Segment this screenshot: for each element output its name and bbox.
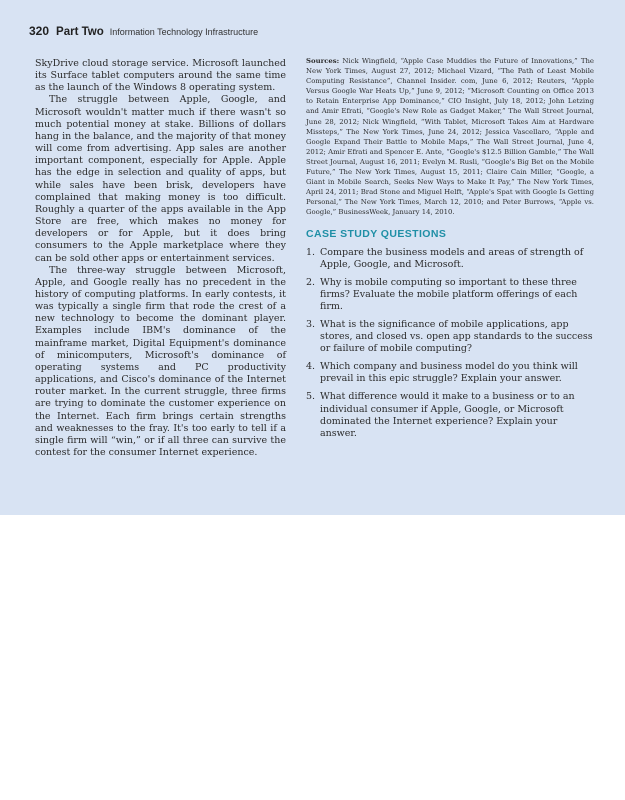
right-column [306, 56, 594, 446]
questions-list [306, 247, 594, 440]
question-item [306, 247, 594, 271]
question-text: Compare the business models and areas of strength of Apple, Google, and Microsoft. [320, 246, 584, 270]
question-item [306, 391, 594, 439]
body-paragraph: SkyDrive cloud storage service. Microsoft launched its Surface tablet computers around the same time as the launch of the Windows 8 operating system. [35, 58, 286, 94]
question-number: 4. [306, 361, 316, 373]
question-number: 1. [306, 246, 316, 258]
question-text: Which company and business model do you think will prevail in this epic struggle? Explain your answer. [320, 361, 578, 385]
question-item [306, 277, 594, 313]
question-text: Why is mobile computing so important to these three firms? Evaluate the mobile platform offerings of each firm. [320, 276, 578, 312]
question-item [306, 361, 594, 385]
question-text: What is the significance of mobile applications, app stores, and closed vs. open app standards to the success or failure of mobile computing? [320, 318, 593, 355]
sources-label: Sources: [306, 57, 340, 65]
part-label: Part Two [56, 26, 104, 38]
body-text-column [35, 58, 286, 459]
page-number: 320 [29, 24, 50, 38]
question-item [306, 319, 594, 355]
question-text: What difference would it make to a business or to an individual consumer if Apple, Google, or Microsoft dominated the Internet experience? Explain your answer. [320, 391, 575, 439]
question-number: 5. [306, 391, 316, 403]
body-paragraph: The three-way struggle between Microsoft, Apple, and Google really has no precedent in the history of computing platforms. In early contests, it was typically a single firm that rode the crest of a new technology to become the dominant player. Examples include IBM's dominance of the mainframe market, Digital Equipment's dominance of minicomputers, Microsoft's dominance of operating systems and PC productivity applications, and Cisco's dominance of the Internet router market. In the current struggle, three firms are trying to dominate the customer experience on the Internet. Each firm brings certain strengths and weaknesses to the fray. It's too early to tell if a single firm will “win,” or if all three can survive the contest for the consumer Internet experience. [35, 264, 286, 458]
sources-block [306, 56, 594, 218]
page-header [29, 24, 258, 38]
sources-text: Nick Wingfield, “Apple Case Muddies the Future of Innovations,” The New York Times, August 27, 2012; Michael Vizard, “The Path of Least Mobile Computing Resistance”, Channel Insider. com, June 6, 2012; Reuters, “Apple Versus Google War Heats Up,” June 9, 2012; “Microsoft Counting on Office 2013 to Retain Enterprise App Dominance,” CIO Insight, July 18, 2012; John Letzing and Amir Efrati, “Google's New Role as Gadget Maker,” The Wall Street Journal, June 28, 2012; Nick Wingfield, “With Tablet, Microsoft Takes Aim at Hardware Missteps,” The New York Times, June 24, 2012; Jessica Vascellaro, “Apple and Google Expand Their Battle to Mobile Maps,” The Wall Street Journal, June 4, 2012; Amir Efrati and Spencer E. Ante, “Google's $12.5 Billion Gamble,” The Wall Street Journal, August 16, 2011; Evelyn M. Rusli, “Google's Big Bet on the Mobile Future,” The New York Times, August 15, 2011; Claire Cain Miller, “Google, a Giant in Mobile Search, Seeks New Ways to Make It Pay,” The New York Times, April 24, 2011; Brad Stone and Miguel Helft, “Apple's Spat with Google Is Getting Personal,” The New York Times, March 12, 2010; and Peter Burrows, “Apple vs. Google,” BusinessWeek, January 14, 2010. [306, 57, 594, 217]
part-title: Information Technology Infrastructure [109, 27, 259, 37]
body-paragraph: The struggle between Apple, Google, and Microsoft wouldn't matter much if there wasn't so much potential money at stake. Billions of dollars hang in the balance, and the majority of that money will come from advertising. App sales are another important component, especially for Apple. Apple has the edge in selection and quality of apps, but while sales have been brisk, developers have complained that making money is too difficult. Roughly a quarter of the apps available in the App Store are free, which makes no money for developers or for Apple, but it does bring consumers to the Apple marketplace where they can be sold other apps or entertainment services. [35, 94, 286, 264]
case-study-questions-heading: CASE STUDY QUESTIONS [306, 227, 447, 240]
question-number: 3. [306, 318, 316, 330]
question-number: 2. [306, 276, 316, 288]
